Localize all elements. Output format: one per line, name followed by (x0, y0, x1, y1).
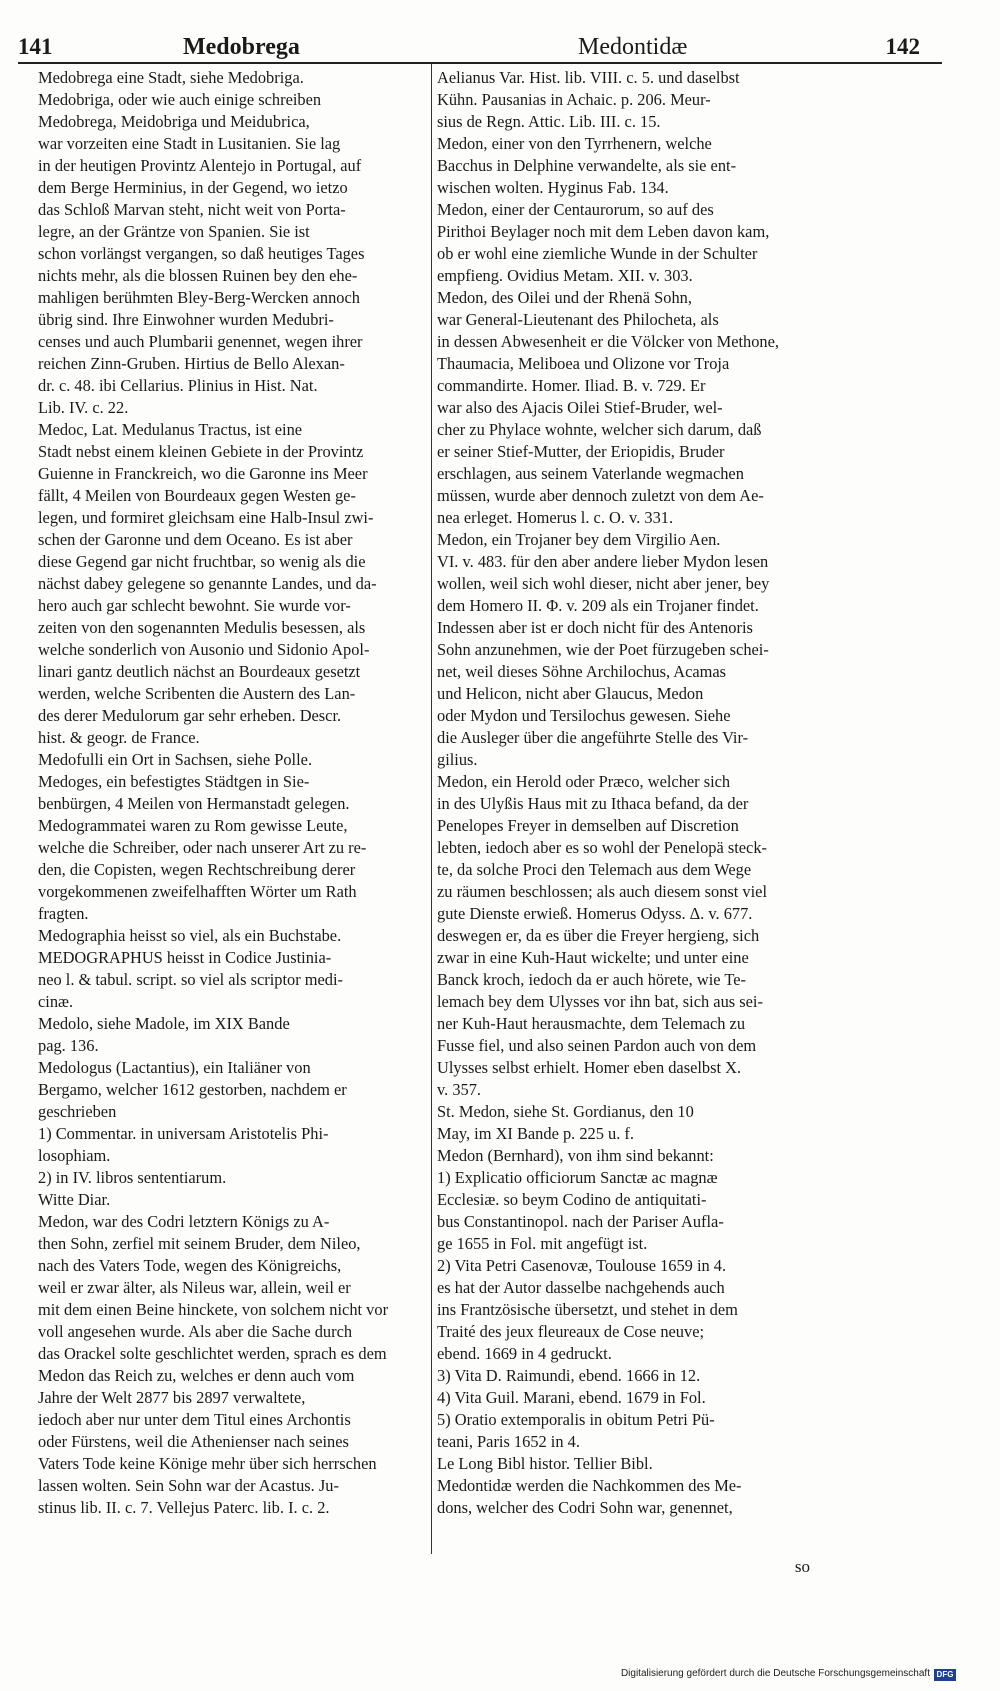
left-column-line: nach des Vaters Tode, wegen des Königreichs, (38, 1256, 342, 1275)
right-column-line: cher zu Phylace wohnte, welcher sich darum, daß (437, 420, 762, 439)
right-column-line: Medontidæ werden die Nachkommen des Me- (437, 1476, 742, 1495)
left-column-line: das Schloß Marvan steht, nicht weit von Porta- (38, 200, 346, 219)
left-column-line: schon vorlängst vergangen, so daß heutiges Tages (38, 244, 365, 263)
right-column-line: ebend. 1669 in 4 gedruckt. (437, 1344, 612, 1363)
left-column-line: nächst dabey gelegene so genannte Landes, und da- (38, 574, 377, 593)
left-column-line: Medographia heisst so viel, als ein Buchstabe. (38, 926, 342, 945)
right-column-line: Le Long Bibl histor. Tellier Bibl. (437, 1454, 653, 1473)
left-column-line: neo l. & tabul. script. so viel als scriptor medi- (38, 970, 343, 989)
left-column (38, 67, 438, 1519)
right-column-line: May, im XI Bande p. 225 u. f. (437, 1124, 634, 1143)
right-column-line: lemach bey dem Ulysses vor ihn bat, sich aus sei- (437, 992, 763, 1011)
right-column-line: Medon, einer der Centaurorum, so auf des (437, 200, 714, 219)
left-column-line: 2) in IV. libros sententiarum. (38, 1168, 227, 1187)
right-column-line: dons, welcher des Codri Sohn war, genennet, (437, 1498, 733, 1517)
right-column-line: es hat der Autor dasselbe nachgehends auch (437, 1278, 725, 1297)
left-column-line: in der heutigen Provintz Alentejo in Portugal, auf (38, 156, 362, 175)
left-column-line: censes und auch Plumbarii genennet, wegen ihrer (38, 332, 363, 351)
left-column-line: Bergamo, welcher 1612 gestorben, nachdem er (38, 1080, 347, 1099)
left-column-line: hero auch gar schlecht bewohnt. Sie wurde vor- (38, 596, 351, 615)
right-column-line: zwar in eine Kuh-Haut wickelte; und unter eine (437, 948, 749, 967)
right-column-line: die Ausleger über die angeführte Stelle des Vir- (437, 728, 749, 747)
left-column-line: Witte Diar. (38, 1190, 111, 1209)
left-column-line: lassen wolten. Sein Sohn war der Acastus. Ju- (38, 1476, 339, 1495)
left-column-line: mit dem einen Beine hinckete, von solchem nicht vor (38, 1300, 389, 1319)
left-column-line: fällt, 4 Meilen von Bourdeaux gegen Westen ge- (38, 486, 356, 505)
left-column-line: Jahre der Welt 2877 bis 2897 verwaltete, (38, 1388, 306, 1407)
right-column-line: commandirte. Homer. Iliad. B. v. 729. Er (437, 376, 706, 395)
right-column-line: lebten, iedoch aber es so wohl der Penelopä steck- (437, 838, 767, 857)
right-column-line: 5) Oratio extemporalis in obitum Petri Pü- (437, 1410, 715, 1429)
left-column-line: werden, welche Scribenten die Austern des Lan- (38, 684, 356, 703)
left-column-line: Medoges, ein befestigtes Städtgen in Sie- (38, 772, 310, 791)
left-page-number: 141 (18, 34, 53, 59)
right-column-line: in dessen Abwesenheit er die Völcker von Methone, (437, 332, 779, 351)
right-column-line: VI. v. 483. für den aber andere lieber Mydon lesen (437, 552, 769, 571)
right-column-line: oder Mydon und Tersilochus gewesen. Siehe (437, 706, 731, 725)
right-column-line: te, da solche Proci den Telemach aus dem Wege (437, 860, 752, 879)
right-column-line: war General-Lieutenant des Philocheta, als (437, 310, 719, 329)
left-column-line: then Sohn, zerfiel mit seinem Bruder, dem Nileo, (38, 1234, 361, 1253)
right-column-line: ge 1655 in Fol. mit angefügt ist. (437, 1234, 648, 1253)
left-column-line: legen, und formiret gleichsam eine Halb-Insul zwi- (38, 508, 374, 527)
right-column-line: dem Homero II. Φ. v. 209 als ein Trojaner findet. (437, 596, 759, 615)
right-column-line: Sohn anzunehmen, wie der Poet fürzugeben schei- (437, 640, 769, 659)
left-column-line: 1) Commentar. in universam Aristotelis Phi- (38, 1124, 329, 1143)
right-column-line: net, weil dieses Söhne Archilochus, Acamas (437, 662, 727, 681)
right-column-line: teani, Paris 1652 in 4. (437, 1432, 580, 1451)
left-column-line: welche sonderlich von Ausonio und Sidonio Apol- (38, 640, 370, 659)
right-column-line: zu räumen beschlossen; als auch diesem sonst viel (437, 882, 768, 901)
right-column-line: war also des Ajacis Oilei Stief-Bruder, wel- (437, 398, 723, 417)
right-column-line: wollen, weil sich wohl dieser, nicht aber jener, bey (437, 574, 770, 593)
left-column-line: übrig sind. Ihre Einwohner wurden Medubri- (38, 310, 334, 329)
left-column-line: zeiten von den sogenannten Medulis besessen, als (38, 618, 366, 637)
left-column-line: Medobriga, oder wie auch einige schreiben (38, 90, 322, 109)
right-column-line: deswegen er, da es über die Freyer hergieng, sich (437, 926, 760, 945)
right-column-line: nea erleget. Homerus l. c. O. v. 331. (437, 508, 674, 527)
left-column-line: hist. & geogr. de France. (38, 728, 200, 747)
left-column-line: das Orackel solte geschlichtet werden, sprach es dem (38, 1344, 387, 1363)
left-column-line: Medon, war des Codri letztern Königs zu A- (38, 1212, 330, 1231)
right-column-line: Bacchus in Delphine verwandelte, als sie ent- (437, 156, 737, 175)
right-column-line: Fusse fiel, und also seinen Pardon auch von dem (437, 1036, 757, 1055)
left-column-line: geschrieben (38, 1102, 117, 1121)
right-column-line: Aelianus Var. Hist. lib. VIII. c. 5. und daselbst (437, 68, 740, 87)
header-rule (18, 62, 942, 64)
left-column-line: mahligen berühmten Bley-Berg-Wercken annoch (38, 288, 360, 307)
left-column-line: linari gantz deutlich nächst an Bourdeaux gesetzt (38, 662, 361, 681)
left-column-line: reichen Zinn-Gruben. Hirtius de Bello Alexan- (38, 354, 345, 373)
right-column-line: in des Ulyßis Haus mit zu Ithaca befand, da der (437, 794, 749, 813)
right-column-line: bus Constantinopol. nach der Pariser Aufla- (437, 1212, 724, 1231)
left-column-line: Stadt nebst einem kleinen Gebiete in der Provintz (38, 442, 364, 461)
left-column-line: nichts mehr, als die blossen Ruinen bey den ehe- (38, 266, 358, 285)
left-column-line: Medologus (Lactantius), ein Italiäner von (38, 1058, 311, 1077)
left-column-line: Medobrega eine Stadt, siehe Medobriga. (38, 68, 304, 87)
right-column-line: 1) Explicatio officiorum Sanctæ ac magnæ (437, 1168, 718, 1187)
left-column-line: cinæ. (38, 992, 74, 1011)
left-column-line: pag. 136. (38, 1036, 99, 1055)
right-column-line: Medon (Bernhard), von ihm sind bekannt: (437, 1146, 714, 1165)
right-column-line: Banck kroch, iedoch da er auch hörete, wie Te- (437, 970, 746, 989)
right-column-line: Indessen aber ist er doch nicht für des Antenoris (437, 618, 753, 637)
left-column-line: oder Fürstens, weil die Athenienser nach seines (38, 1432, 349, 1451)
left-column-line: weil er zwar älter, als Nileus war, allein, weil er (38, 1278, 351, 1297)
right-column-line: gute Dienste erwieß. Homerus Odyss. Δ. v. 677. (437, 904, 753, 923)
left-column-line: des derer Medulorum gar sehr erheben. Descr. (38, 706, 342, 725)
left-column-line: Medoc, Lat. Medulanus Tractus, ist eine (38, 420, 303, 439)
catchword: so (794, 1557, 810, 1576)
right-page-number: 142 (885, 34, 920, 59)
left-column-line: benbürgen, 4 Meilen von Hermanstadt gelegen. (38, 794, 350, 813)
left-column-line: Medon das Reich zu, welches er denn auch vom (38, 1366, 355, 1385)
right-column (437, 67, 837, 1519)
left-column-line: vorgekommenen zweifelhafften Wörter um Rath (38, 882, 357, 901)
right-column-line: Medon, ein Herold oder Præco, welcher sich (437, 772, 731, 791)
left-column-line: legre, an der Gräntze von Spanien. Sie ist (38, 222, 310, 241)
right-column-line: Ecclesiæ. so beym Codino de antiquitati- (437, 1190, 707, 1209)
right-column-line: Thaumacia, Meliboea und Olizone vor Troja (437, 354, 730, 373)
dfg-logo: DFG (934, 1669, 956, 1681)
right-column-line: Ulysses selbst erhielt. Homer eben daselbst X. (437, 1058, 742, 1077)
right-column-line: Medon, ein Trojaner bey dem Virgilio Aen. (437, 530, 721, 549)
right-column-line: Kühn. Pausanias in Achaic. p. 206. Meur- (437, 90, 711, 109)
right-column-line: wischen wolten. Hyginus Fab. 134. (437, 178, 669, 197)
left-column-line: diese Gegend gar nicht fruchtbar, so wenig als die (38, 552, 366, 571)
left-column-line: iedoch aber nur unter dem Titul eines Archontis (38, 1410, 351, 1429)
left-column-line: Lib. IV. c. 22. (38, 398, 129, 417)
right-column-line: und Helicon, nicht aber Glaucus, Medon (437, 684, 704, 703)
left-column-line: schen der Garonne und dem Oceano. Es ist aber (38, 530, 353, 549)
left-column-line: dr. c. 48. ibi Cellarius. Plinius in Hist. Nat. (38, 376, 318, 395)
right-column-line: 3) Vita D. Raimundi, ebend. 1666 in 12. (437, 1366, 701, 1385)
right-column-line: Medon, einer von den Tyrrhenern, welche (437, 134, 712, 153)
right-column-line: erschlagen, aus seinem Vaterlande wegmachen (437, 464, 744, 483)
right-column-line: 2) Vita Petri Casenovæ, Toulouse 1659 in 4. (437, 1256, 727, 1275)
left-column-line: Medolo, siehe Madole, im XIX Bande (38, 1014, 290, 1033)
right-column-line: empfieng. Ovidius Metam. XII. v. 303. (437, 266, 693, 285)
left-running-keyword: Medobrega (183, 34, 300, 60)
right-column-line: St. Medon, siehe St. Gordianus, den 10 (437, 1102, 694, 1121)
left-column-line: den, die Copisten, wegen Rechtschreibung derer (38, 860, 356, 879)
right-column-line: Medon, des Oilei und der Rhenä Sohn, (437, 288, 692, 307)
right-column-line: v. 357. (437, 1080, 482, 1099)
left-column-line: Guienne in Franckreich, wo die Garonne ins Meer (38, 464, 368, 483)
right-column-line: er seiner Stief-Mutter, der Eriopidis, Bruder (437, 442, 725, 461)
left-column-line: Medofulli ein Ort in Sachsen, siehe Polle. (38, 750, 313, 769)
right-column-line: ob er wohl eine ziemliche Wunde in der Schulter (437, 244, 758, 263)
right-column-line: ins Frantzösische übersetzt, und stehet in dem (437, 1300, 738, 1319)
right-column-line: Pirithoi Beylager noch mit dem Leben davon kam, (437, 222, 770, 241)
right-column-line: gilius. (437, 750, 478, 769)
right-column-line: sius de Regn. Attic. Lib. III. c. 15. (437, 112, 661, 131)
left-column-line: fragten. (38, 904, 89, 923)
right-running-keyword: Medontidæ (578, 34, 688, 60)
digitization-credit: Digitalisierung gefördert durch die Deutsche Forschungsgemeinschaft (620, 1668, 930, 1679)
right-column-line: 4) Vita Guil. Marani, ebend. 1679 in Fol. (437, 1388, 706, 1407)
left-column-line: war vorzeiten eine Stadt in Lusitanien. Sie lag (38, 134, 341, 153)
left-column-line: Medogrammatei waren zu Rom gewisse Leute, (38, 816, 348, 835)
right-column-line: müssen, wurde aber dennoch zuletzt von dem Ae- (437, 486, 764, 505)
left-column-line: MEDOGRAPHUS heisst in Codice Justinia- (38, 948, 332, 967)
left-column-line: voll angesehen wurde. Als aber die Sache durch (38, 1322, 353, 1341)
left-column-line: losophiam. (38, 1146, 111, 1165)
right-column-line: ner Kuh-Haut herausmachte, dem Telemach zu (437, 1014, 746, 1033)
left-column-line: welche die Schreiber, oder nach unserer Art zu re- (38, 838, 367, 857)
left-column-line: dem Berge Herminius, in der Gegend, wo ietzo (38, 178, 348, 197)
left-column-line: Vaters Tode keine Könige mehr über sich herrschen (38, 1454, 377, 1473)
right-column-line: Penelopes Freyer in demselben auf Discretion (437, 816, 739, 835)
right-column-line: Traité des jeux fleureaux de Cose neuve; (437, 1322, 705, 1341)
left-column-line: stinus lib. II. c. 7. Vellejus Paterc. lib. I. c. 2. (38, 1498, 330, 1517)
left-column-line: Medobrega, Meidobriga und Meidubrica, (38, 112, 310, 131)
